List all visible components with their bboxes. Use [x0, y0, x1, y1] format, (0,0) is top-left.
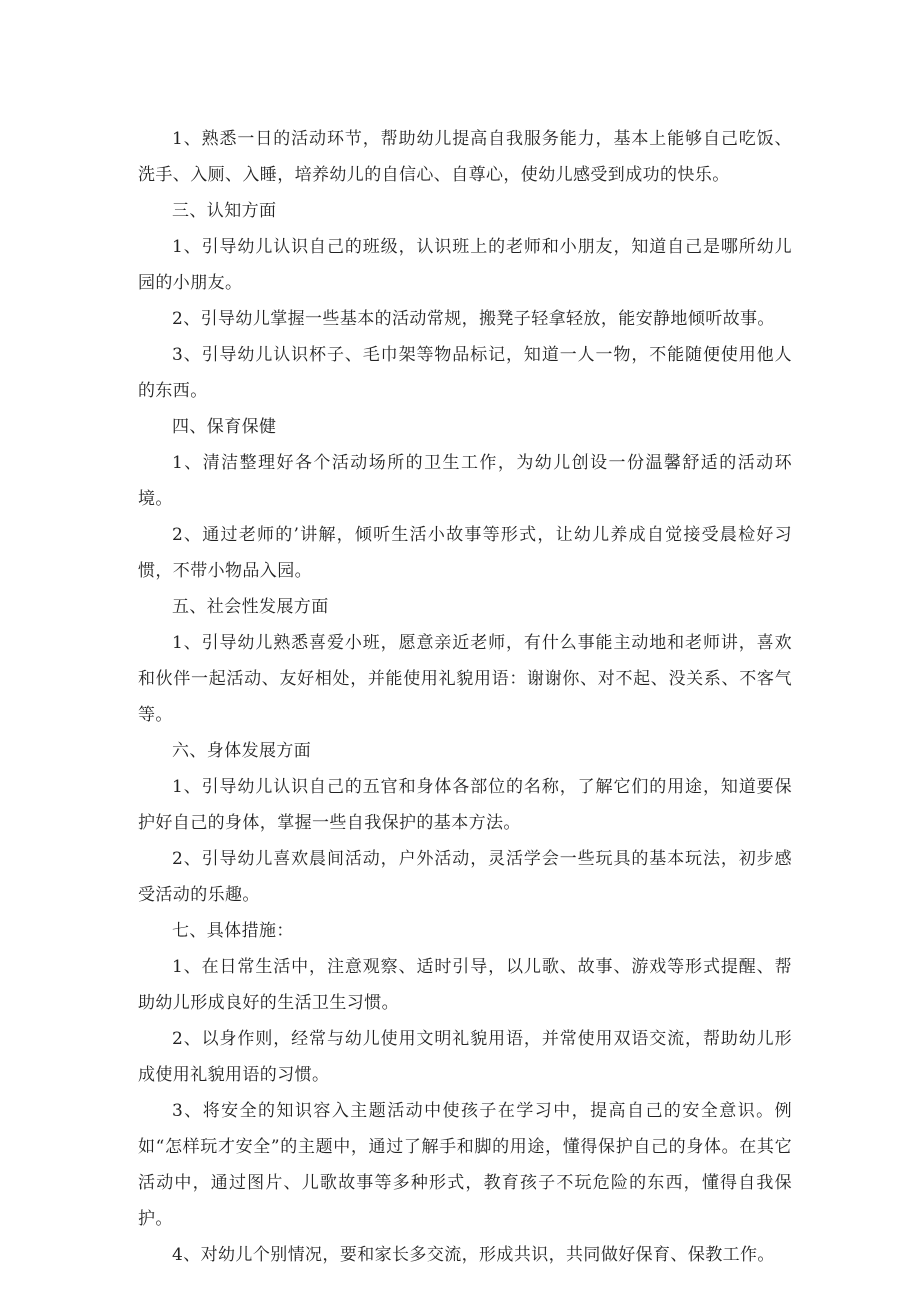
paragraph-measures-4: 4、对幼儿个别情况，要和家长多交流，形成共识，共同做好保育、保教工作。 — [172, 1245, 775, 1265]
paragraph-physical-2: 2、引导幼儿喜欢晨间活动，户外活动，灵活学会一些玩具的基本玩法，初步感受活动的乐趣。 — [138, 849, 792, 905]
heading-cognition: 三、认知方面 — [172, 201, 277, 221]
paragraph-cognition-2: 2、引导幼儿掌握一些基本的活动常规，搬凳子轻拿轻放，能安静地倾听故事。 — [172, 309, 775, 329]
paragraph-cognition-3: 3、引导幼儿认识杯子、毛巾架等物品标记，知道一人一物，不能随便使用他人的东西。 — [138, 345, 792, 401]
paragraph-health-2: 2、通过老师的’讲解，倾听生活小故事等形式，让幼儿养成自觉接受晨检好习惯，不带小物品入园。 — [138, 525, 792, 581]
heading-health-care: 四、保育保健 — [172, 417, 277, 437]
heading-measures: 七、具体措施： — [172, 921, 294, 941]
paragraph-self-care: 1、熟悉一日的活动环节，帮助幼儿提高自我服务能力，基本上能够自己吃饭、洗手、入厕、入睡，培养幼儿的自信心、自尊心，使幼儿感受到成功的快乐。 — [138, 129, 792, 185]
paragraph-measures-2: 2、以身作则，经常与幼儿使用文明礼貌用语，并常使用双语交流，帮助幼儿形成使用礼貌用语的习惯。 — [138, 1029, 792, 1085]
heading-social-development: 五、社会性发展方面 — [172, 597, 329, 617]
paragraph-physical-1: 1、引导幼儿认识自己的五官和身体各部位的名称，了解它们的用途，知道要保护好自己的身体，掌握一些自我保护的基本方法。 — [138, 777, 792, 833]
paragraph-cognition-1: 1、引导幼儿认识自己的班级，认识班上的老师和小朋友，知道自己是哪所幼儿园的小朋友。 — [138, 237, 792, 293]
paragraph-measures-1: 1、在日常生活中，注意观察、适时引导，以儿歌、故事、游戏等形式提醒、帮助幼儿形成良好的生活卫生习惯。 — [138, 957, 792, 1013]
heading-physical-development: 六、身体发展方面 — [172, 741, 312, 761]
paragraph-health-1: 1、清洁整理好各个活动场所的卫生工作，为幼儿创设一份温馨舒适的活动环境。 — [138, 453, 792, 509]
document-body — [138, 121, 792, 1273]
paragraph-measures-3: 3、将安全的知识容入主题活动中使孩子在学习中，提高自己的安全意识。例如“怎样玩才安全”的主题中，通过了解手和脚的用途，懂得保护自己的身体。在其它活动中，通过图片、儿歌故事等多种形式，教育孩子不玩危险的东西，懂得自我保护。 — [138, 1101, 792, 1229]
paragraph-social-1: 1、引导幼儿熟悉喜爱小班，愿意亲近老师，有什么事能主动地和老师讲，喜欢和伙伴一起活动、友好相处，并能使用礼貌用语：谢谢你、对不起、没关系、不客气等。 — [138, 633, 792, 725]
